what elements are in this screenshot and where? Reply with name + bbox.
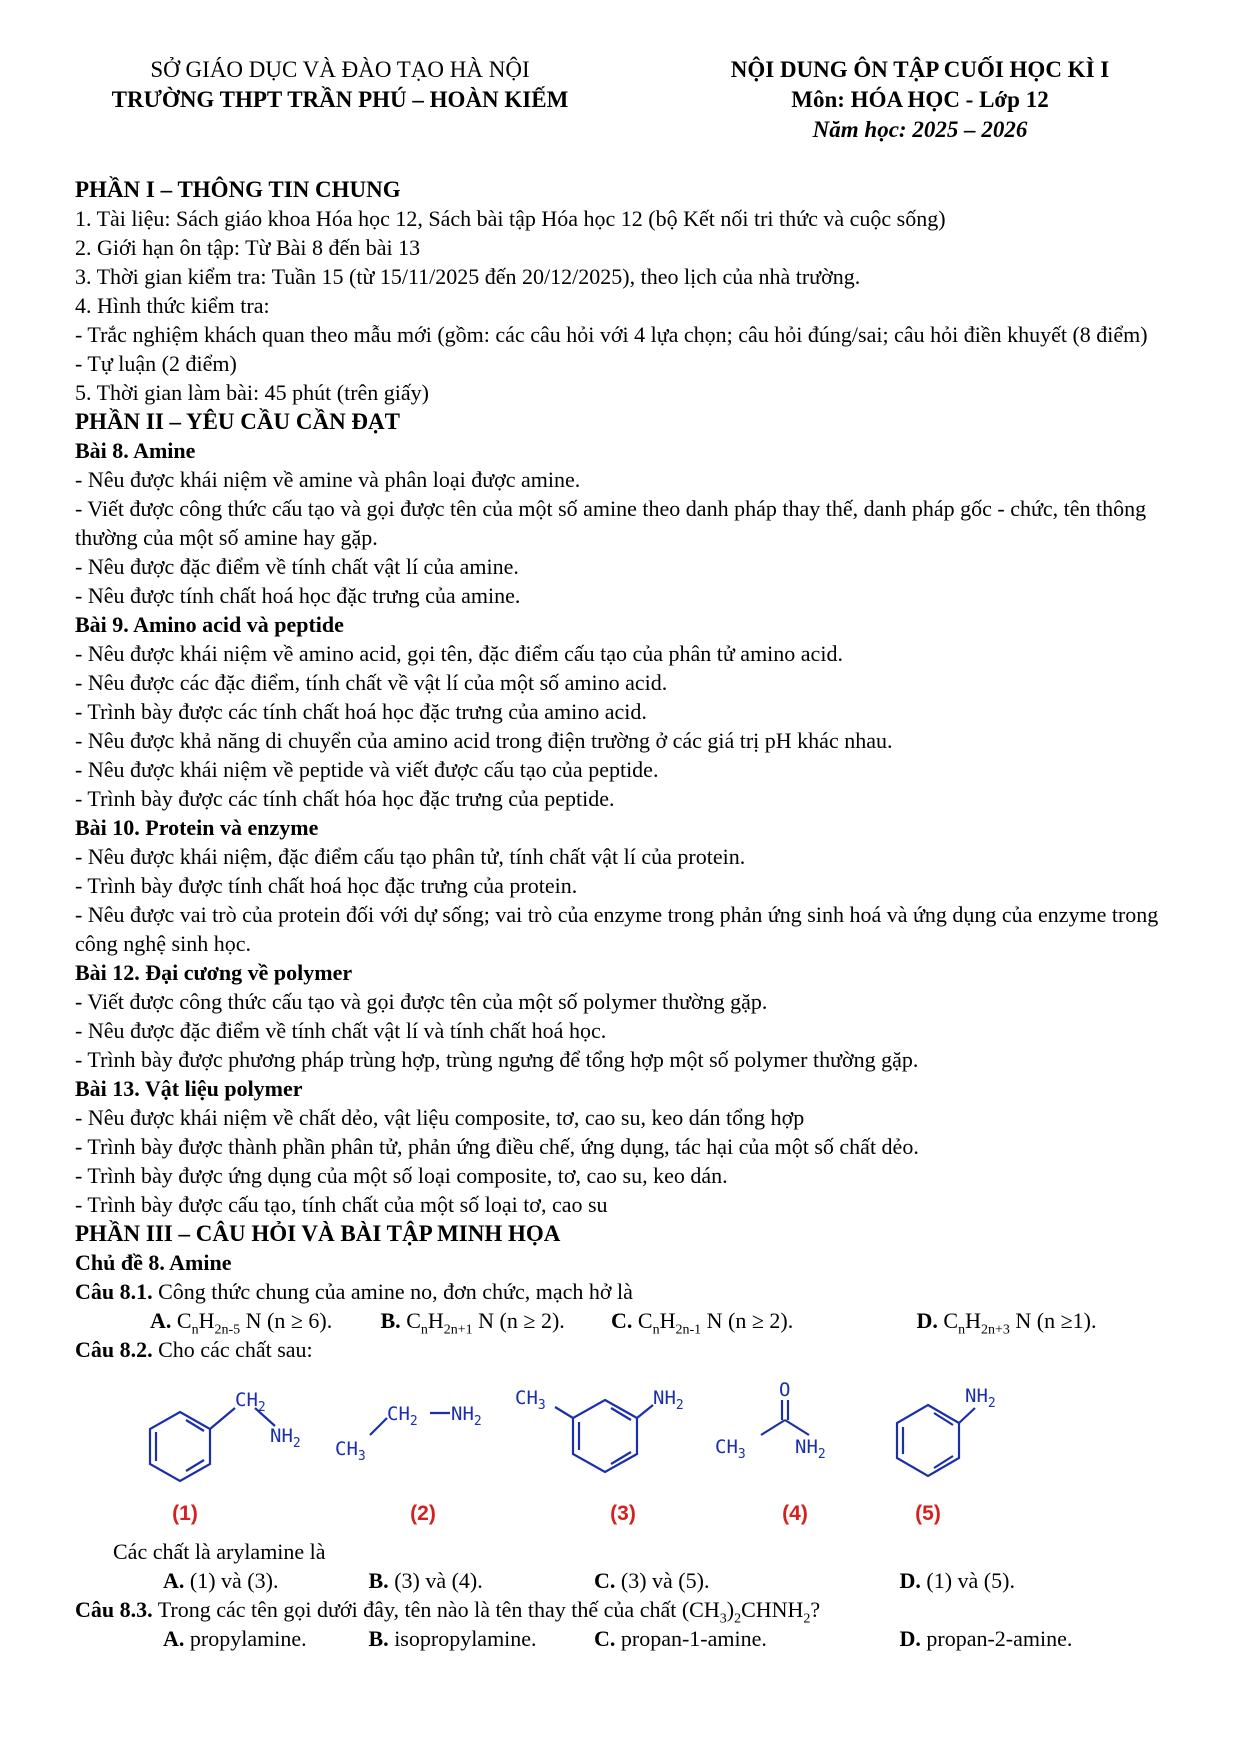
question-text: Cho các chất sau:	[158, 1337, 313, 1362]
lesson-title: Bài 9. Amino acid và peptide	[75, 612, 344, 637]
part1-item: - Tự luận (2 điểm)	[75, 351, 237, 376]
question-8-2	[75, 1335, 1195, 1364]
molecule-label-1: (1)	[172, 1502, 198, 1525]
molecule-3	[555, 1400, 653, 1472]
lesson-item: - Trình bày được tính chất hoá học đặc trưng của protein.	[75, 873, 578, 898]
option-b[interactable]: B. (3) và (4).	[368, 1568, 483, 1593]
molecule-label-2: (2)	[410, 1502, 436, 1525]
lesson-item: - Nêu được khả năng di chuyển của amino acid trong điện trường ở các giá trị pH khác nhau.	[75, 728, 893, 753]
school-name: TRƯỜNG THPT TRẦN PHÚ – HOÀN KIẾM	[111, 87, 569, 112]
part2-title: PHẦN II – YÊU CẦU CẦN ĐẠT	[75, 409, 400, 434]
lesson-item: - Trình bày được ứng dụng của một số loại composite, tơ, cao su, keo dán.	[75, 1163, 728, 1188]
school-year: Năm học: 2025 – 2026	[812, 117, 1028, 142]
lesson-item: - Trình bày được phương pháp trùng hợp, trùng ngưng để tổng hợp một số polymer thường gặp.	[75, 1047, 919, 1072]
lesson-title: Bài 8. Amine	[75, 438, 196, 463]
molecule-label-5: (5)	[915, 1502, 941, 1525]
molecule-1	[150, 1408, 275, 1481]
lesson-title: Bài 12. Đại cương về polymer	[75, 960, 353, 985]
molecule-structures	[75, 1380, 1195, 1530]
option-b[interactable]: B. $C_nH_{2n+1}$ N (n ≥ 2).	[380, 1308, 565, 1338]
header-right	[640, 55, 1200, 145]
m2-ch3-text: $CH_3$	[335, 1438, 366, 1464]
header-left	[60, 55, 620, 115]
molecules-svg	[75, 1380, 1195, 1530]
option-d[interactable]: D. propan-2-amine.	[899, 1626, 1073, 1651]
question-label: Câu 8.3.	[75, 1597, 153, 1622]
lesson-item: - Viết được công thức cấu tạo và gọi được tên của một số polymer thường gặp.	[75, 989, 768, 1014]
lesson-item: - Trình bày được thành phần phân tử, phản ứng điều chế, ứng dụng, tác hại của một số chất dẻo.	[75, 1134, 919, 1159]
doc-title: NỘI DUNG ÔN TẬP CUỐI HỌC KÌ I	[730, 57, 1110, 82]
m4-ch3-text: $CH_3$	[715, 1436, 746, 1462]
question-text: Trong các tên gọi dưới đây, tên nào là tên thay thế của chất $(CH_3)_2CHNH_2$?	[157, 1597, 821, 1627]
q1-options	[75, 1306, 1195, 1338]
part3-title: PHẦN III – CÂU HỎI VÀ BÀI TẬP MINH HỌA	[75, 1221, 561, 1246]
lesson-item: - Nêu được các đặc điểm, tính chất về vật lí của một số amino acid.	[75, 670, 668, 695]
department-name: SỞ GIÁO DỤC VÀ ĐÀO TẠO HÀ NỘI	[150, 57, 530, 82]
m3-nh2-text: $NH_2$	[653, 1387, 684, 1413]
part1-item: - Trắc nghiệm khách quan theo mẫu mới (gồm: các câu hỏi với 4 lựa chọn; câu hỏi đúng/sai; câu hỏi điền khuyết (8 điểm)	[75, 322, 1148, 347]
subject: Môn: HÓA HỌC - Lớp 12	[791, 87, 1049, 112]
option-c[interactable]: C. $C_nH_{2n-1}$ N (n ≥ 2).	[611, 1308, 794, 1338]
question-text: Công thức chung của amine no, đơn chức, mạch hở là	[158, 1279, 633, 1304]
option-c[interactable]: C. (3) và (5).	[594, 1568, 710, 1593]
m1-nh2-text: $NH_2$	[270, 1425, 301, 1451]
option-a[interactable]: A. $C_nH_{2n-5}$ N (n ≥ 6).	[150, 1308, 333, 1338]
molecule-4	[761, 1400, 809, 1435]
m2-ch2-text: $CH_2$	[387, 1403, 418, 1429]
lesson-item: - Trình bày được các tính chất hóa học đặc trưng của peptide.	[75, 786, 615, 811]
option-c[interactable]: C. propan-1-amine.	[594, 1626, 767, 1651]
lesson-item: - Nêu được vai trò của protein đối với dự sống; vai trò của enzyme trong phản ứng sinh hoá và ứng dụng của enzyme trong công nghệ sinh học.	[75, 902, 1159, 956]
part1-item: 1. Tài liệu: Sách giáo khoa Hóa học 12, Sách bài tập Hóa học 12 (bộ Kết nối tri thức và cuộc sống)	[75, 206, 946, 231]
part1-item: 4. Hình thức kiểm tra:	[75, 293, 270, 318]
molecule-label-4: (4)	[782, 1502, 808, 1525]
m2-nh2-text: $NH_2$	[451, 1403, 482, 1429]
lesson-item: - Nêu được đặc điểm về tính chất vật lí của amine.	[75, 554, 519, 579]
lesson-item: - Nêu được khái niệm về amine và phân loại được amine.	[75, 467, 581, 492]
lesson-title: Bài 13. Vật liệu polymer	[75, 1076, 303, 1101]
option-b[interactable]: B. isopropylamine.	[368, 1626, 537, 1651]
question-8-1	[75, 1277, 1195, 1306]
q2-options	[75, 1566, 1195, 1595]
lesson-item: - Trình bày được các tính chất hoá học đặc trưng của amino acid.	[75, 699, 647, 724]
lesson-item: - Nêu được khái niệm, đặc điểm cấu tạo phân tử, tính chất vật lí của protein.	[75, 844, 746, 869]
lesson-item: - Nêu được đặc điểm về tính chất vật lí và tính chất hoá học.	[75, 1018, 607, 1043]
part1-item: 5. Thời gian làm bài: 45 phút (trên giấy)	[75, 380, 429, 405]
molecule-label-3: (3)	[610, 1502, 636, 1525]
lesson-title: Bài 10. Protein và enzyme	[75, 815, 319, 840]
topic-title: Chủ đề 8. Amine	[75, 1250, 232, 1275]
m4-o-text: O	[779, 1380, 791, 1401]
question-label: Câu 8.1.	[75, 1279, 153, 1304]
q3-options	[75, 1624, 1195, 1653]
main-content	[75, 175, 1195, 1364]
molecule-5	[897, 1405, 975, 1476]
lesson-item: - Nêu được khái niệm về amino acid, gọi tên, đặc điểm cấu tạo của phân tử amino acid.	[75, 641, 843, 666]
option-d[interactable]: D. (1) và (5).	[899, 1568, 1015, 1593]
option-a[interactable]: A. (1) và (3).	[163, 1568, 279, 1593]
part1-title: PHẦN I – THÔNG TIN CHUNG	[75, 177, 401, 202]
m4-nh2-text: $NH_2$	[795, 1436, 826, 1462]
lesson-item: - Nêu được khái niệm về chất dẻo, vật liệu composite, tơ, cao su, keo dán tổng hợp	[75, 1105, 805, 1130]
q2-prompt: Các chất là arylamine là	[113, 1539, 326, 1564]
lesson-item: - Nêu được khái niệm về peptide và viết được cấu tạo của peptide.	[75, 757, 659, 782]
lesson-item: - Nêu được tính chất hoá học đặc trưng của amine.	[75, 583, 521, 608]
part1-item: 3. Thời gian kiểm tra: Tuần 15 (từ 15/11/2025 đến 20/12/2025), theo lịch của nhà trường.	[75, 264, 861, 289]
part1-item: 2. Giới hạn ôn tập: Từ Bài 8 đến bài 13	[75, 235, 421, 260]
question-label: Câu 8.2.	[75, 1337, 153, 1362]
lesson-item: - Viết được công thức cấu tạo và gọi được tên của một số amine theo danh pháp thay thế, danh pháp gốc - chức, tên thông thường của một số amine hay gặp.	[75, 496, 1147, 550]
question-8-3	[75, 1595, 1195, 1627]
option-a[interactable]: A. propylamine.	[163, 1626, 307, 1651]
m5-nh2-text: $NH_2$	[965, 1385, 996, 1411]
m1-ch2-text: $CH_2$	[235, 1389, 266, 1415]
after-molecules	[75, 1537, 1195, 1653]
option-d[interactable]: D. $C_nH_{2n+3}$ N (n ≥1).	[916, 1308, 1097, 1338]
m3-ch3-text: $CH_3$	[515, 1387, 546, 1413]
lesson-item: - Trình bày được cấu tạo, tính chất của một số loại tơ, cao su	[75, 1192, 608, 1217]
